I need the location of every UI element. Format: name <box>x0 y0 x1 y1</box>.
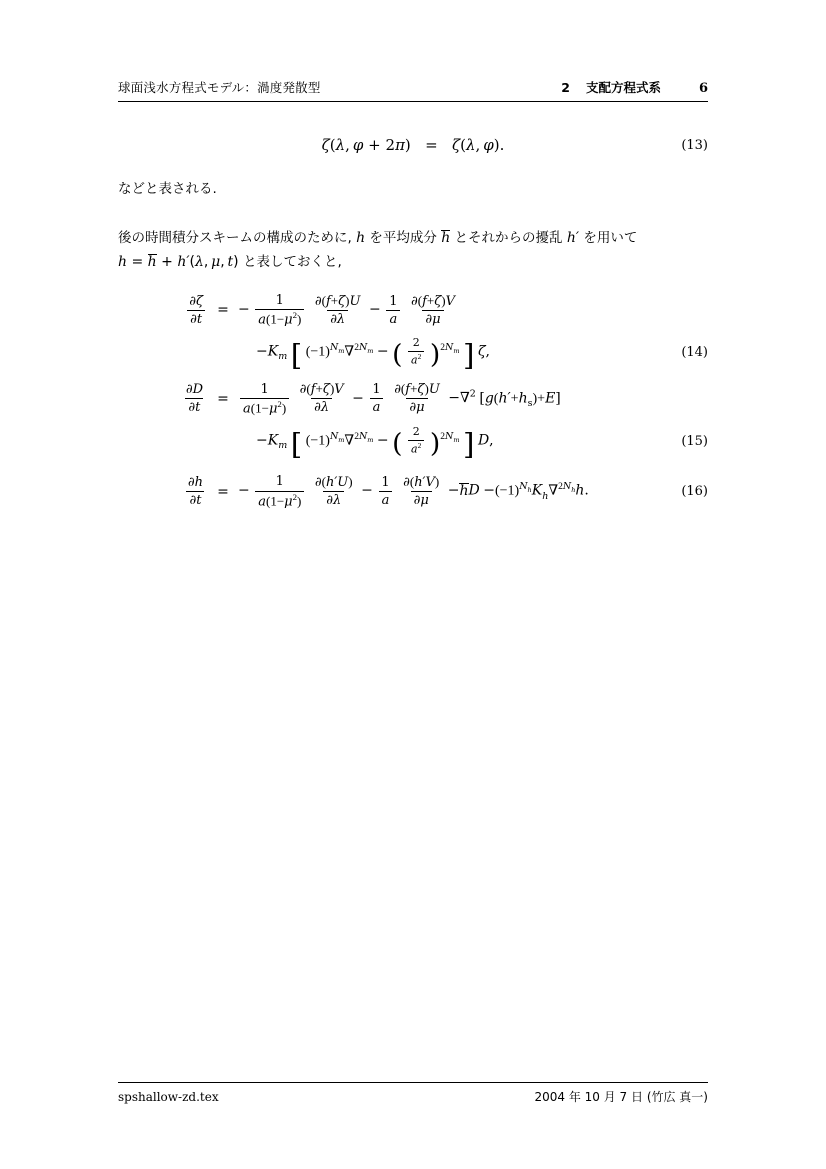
inline-math-hprime: h′ <box>566 229 580 246</box>
page-footer <box>118 1082 708 1105</box>
footer-date-author: 2004 年 10 月 7 日 (竹広 真一) <box>534 1090 708 1104</box>
equation-15-line-1 <box>118 382 708 416</box>
equation-16-relation: = <box>217 483 229 500</box>
equation-15-lhs: $\frac{\partial D}{\partial t}$ <box>185 382 203 416</box>
equation-13-body: ζ(λ, φ + 2π) = ζ(λ, φ). <box>321 136 505 154</box>
equation-14-line-2 <box>118 336 708 373</box>
running-header <box>118 78 708 102</box>
equation-16-rhs: − $\frac{1}{a(1-\mu^2)}$ $\frac{\partial(h'U)}{\partial\lambda}$ − $\frac{1}{a}$ $\frac{\partial(h'V)}{\partial\mu}$ $-hD -(-1)^{N_h}K_h\nabla^{2N_h}h$. <box>238 474 589 509</box>
header-page-number: 6 <box>698 81 708 96</box>
equation-15-rhs-2: $-K_m$ [ $(-1)^{N_m}\nabla^{2N_m}$ − ( $\frac{2}{a^2}$ )$^{2N_m}$ ] D, <box>256 425 494 461</box>
inline-math-h: h <box>356 229 366 246</box>
equation-15-tag: (15) <box>681 433 708 449</box>
paragraph-1: などと表される. <box>118 181 217 197</box>
equation-14-lhs: $\frac{\partial\zeta}{\partial t}$ <box>118 294 208 327</box>
paragraph-2-part4: を用いて <box>583 229 638 246</box>
equation-14-relation: = <box>217 302 229 319</box>
inline-math-hbar: h <box>441 229 451 246</box>
page-content <box>118 78 708 519</box>
paragraph-2-part3: とそれからの擾乱 <box>454 229 563 246</box>
equation-13 <box>118 136 708 154</box>
paragraph-2-part2: を平均成分 <box>369 229 437 246</box>
paragraph-2 <box>118 226 708 275</box>
equation-14-rhs-1: − $\frac{1}{a(1-\mu^2)}$ $\frac{\partial(f+\zeta)U}{\partial\lambda}$ − $\frac{1}{a}$ $\frac{\partial(f+\zeta)V}{\partial\mu}$ <box>238 292 456 328</box>
equation-14-line-1 <box>118 293 708 327</box>
equation-16-tag: (16) <box>681 484 708 500</box>
equation-16-lhs: $\frac{\partial h}{\partial t}$ <box>187 475 203 509</box>
equation-block <box>118 293 708 509</box>
paragraph-2-part1: 後の時間積分スキームの構成のために, <box>118 229 352 246</box>
equation-14-tag: (14) <box>681 344 708 360</box>
equation-13-tag: (13) <box>681 137 708 153</box>
equation-14-rhs-2: $-K_m$ [ $(-1)^{N_m}\nabla^{2N_m}$ − ( $\frac{2}{a^2}$ )$^{2N_m}$ ] ζ, <box>256 336 490 373</box>
equation-15-relation: = <box>217 390 229 407</box>
paragraph-2-part5: と表しておくと, <box>243 254 342 271</box>
header-section-number: 2 <box>561 80 570 95</box>
equation-15-line-2 <box>118 425 708 461</box>
equation-16 <box>118 474 708 508</box>
equation-15-rhs-1: $\frac{1}{a(1-\mu^2)}$ $\frac{\partial(f+\zeta)V}{\partial\lambda}$ − $\frac{1}{a}$ $\frac{\partial(f+\zeta)U}{\partial\mu}$ −∇$^2$ $[g(h'+h_s)+E]$ <box>238 382 708 416</box>
footer-filename: spshallow-zd.tex <box>118 1090 219 1104</box>
header-doc-title: 球面浅水方程式モデル：渦度発散型 <box>118 80 321 95</box>
inline-math-h-decomposition: h = h + h′(λ, μ, t) <box>118 254 244 271</box>
header-section-title: 支配方程式系 <box>585 80 661 95</box>
